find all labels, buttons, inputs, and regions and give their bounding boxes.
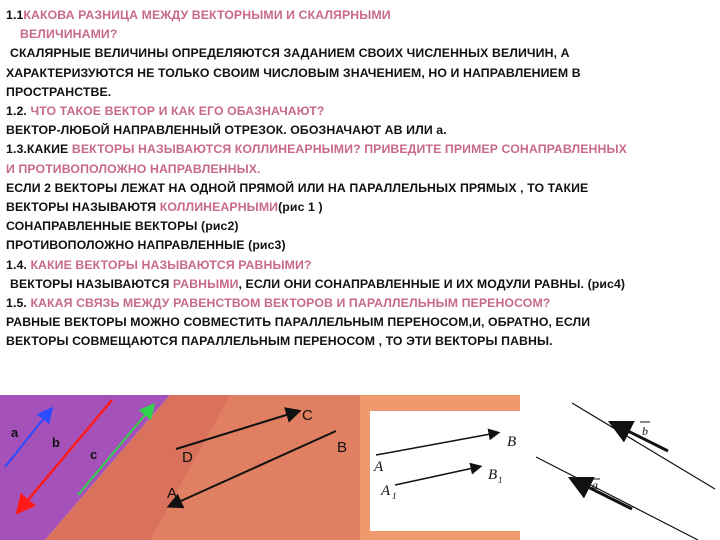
label-A1-fig3: A [381, 483, 391, 499]
a3-line2-text: ВЕКТОРЫ НАЗЫВАЮТЯ [6, 200, 157, 215]
panel-fig4-bg [524, 395, 720, 540]
question-3 [6, 140, 714, 159]
question-1 [6, 6, 714, 25]
answer-2 [6, 121, 714, 140]
a3-line3-text: СОНАПРАВЛЕННЫЕ ВЕКТОРЫ [6, 219, 198, 234]
panel-fig3-card [370, 411, 524, 531]
question-4 [6, 256, 714, 275]
a4-text: ВЕКТОРЫ НАЗЫВАЮТСЯ [10, 276, 170, 291]
a3-fig-ref-2: (рис2) [201, 219, 239, 234]
answer-5-line-2: ВЕКТОРЫ СОВМЕЩАЮТСЯ ПАРАЛЛЕЛЬНЫМ ПЕРЕНОСОМ , ТО ЭТИ ВЕКТОРЫ ПАВНЫ. [6, 334, 553, 349]
label-A-fig3: A [374, 459, 384, 475]
answer-3-line-4 [6, 236, 714, 255]
q4-text: КАКИЕ ВЕКТОРЫ НАЗЫВАЮТСЯ РАВНЫМИ? [30, 257, 312, 272]
answer-1-line-2: ХАРАКТЕРИЗУЮТСЯ НЕ ТОЛЬКО СВОИМ ЧИСЛОВЫМ ЗНАЧЕНИЕМ, НО И НАПРАВЛЕНИЕМ В [6, 65, 581, 80]
answer-1-line-3: ПРОСТРАНСТВЕ. [6, 84, 112, 99]
a3-collinear-term: КОЛЛИНЕАРНЫМИ [159, 200, 279, 215]
q3-text: ВЕКТОРЫ НАЗЫВАЮТСЯ КОЛЛИНЕАРНЫМИ? ПРИВЕДИТЕ ПРИМЕР СОНАПРАВЛЕННЫХ [71, 142, 627, 157]
q2-text: ЧТО ТАКОЕ ВЕКТОР И КАК ЕГО ОБАЗНАЧАЮТ? [30, 104, 325, 119]
q4-number: 1.4. [6, 257, 27, 272]
q5-text: КАКАЯ СВЯЗЬ МЕЖДУ РАВЕНСТВОМ ВЕКТОРОВ И ПАРАЛЛЕЛЬНЫМ ПЕРЕНОСОМ? [30, 296, 551, 311]
label-a-fig4: a [592, 478, 598, 492]
answer-5-line-1: РАВНЫЕ ВЕКТОРЫ МОЖНО СОВМЕСТИТЬ ПАРАЛЛЕЛЬНЫМ ПЕРЕНОСОМ,И, ОБРАТНО, ЕСЛИ [6, 315, 591, 330]
label-B1-subscript: 1 [498, 475, 503, 485]
answer-3-line-1: ЕСЛИ 2 ВЕКТОРЫ ЛЕЖАТ НА ОДНОЙ ПРЯМОЙ ИЛИ НА ПАРАЛЛЕЛЬНЫХ ПРЯМЫХ , ТО ТАКИЕ [6, 180, 589, 195]
label-A: A [167, 485, 178, 502]
a4-text-cont: , ЕСЛИ ОНИ СОНАПРАВЛЕННЫЕ И ИХ МОДУЛИ РАВНЫ. [238, 276, 585, 291]
label-b: b [52, 435, 60, 450]
answer-3-line-2 [6, 198, 714, 217]
label-a: a [11, 425, 19, 440]
q1-number: 1.1 [6, 8, 24, 22]
label-D: D [182, 449, 193, 466]
figures-strip [0, 395, 720, 540]
a3-line4-text: ПРОТИВОПОЛОЖНО НАПРАВЛЕННЫЕ [6, 238, 245, 253]
label-B-fig3: B [507, 434, 517, 450]
a3-fig-ref-3: (рис3) [248, 238, 286, 253]
q5-number: 1.5. [6, 296, 27, 311]
label-b-fig4: b [642, 424, 648, 438]
text-content [6, 6, 714, 352]
q3-number: 1.3.КАКИЕ [6, 142, 69, 157]
label-B1-fig3: B [488, 467, 498, 483]
q1-text: КАКОВА РАЗНИЦА МЕЖДУ ВЕКТОРНЫМИ И СКАЛЯРНЫМИ [23, 8, 391, 22]
figures-svg [0, 395, 720, 540]
a2-symbol: a. [436, 123, 447, 138]
a4-equal-term: РАВНЫМИ [172, 276, 239, 291]
question-2 [6, 102, 714, 121]
label-C: C [302, 407, 313, 424]
answer-1-line-1: СКАЛЯРНЫЕ ВЕЛИЧИНЫ ОПРЕДЕЛЯЮТСЯ ЗАДАНИЕМ СВОИХ ЧИСЛЕННЫХ ВЕЛИЧИН, А [10, 46, 570, 61]
a4-fig-ref: (рис4) [587, 276, 626, 291]
a3-fig-ref-1: (рис 1 ) [278, 200, 323, 215]
q3-text-cont: И ПРОТИВОПОЛОЖНО НАПРАВЛЕННЫХ. [6, 161, 261, 176]
answer-3-line-3 [6, 217, 714, 236]
q2-number: 1.2. [6, 104, 27, 119]
label-c: c [90, 447, 98, 462]
label-A1-subscript: 1 [392, 491, 397, 501]
a2-text: ВЕКТОР-ЛЮБОЙ НАПРАВЛЕННЫЙ ОТРЕЗОК. ОБОЗНАЧАЮТ АВ ИЛИ [6, 123, 433, 138]
answer-4 [6, 275, 714, 294]
q1-text-cont: ВЕЛИЧИНАМИ? [20, 27, 118, 42]
question-5 [6, 294, 714, 313]
label-B: B [337, 439, 348, 456]
